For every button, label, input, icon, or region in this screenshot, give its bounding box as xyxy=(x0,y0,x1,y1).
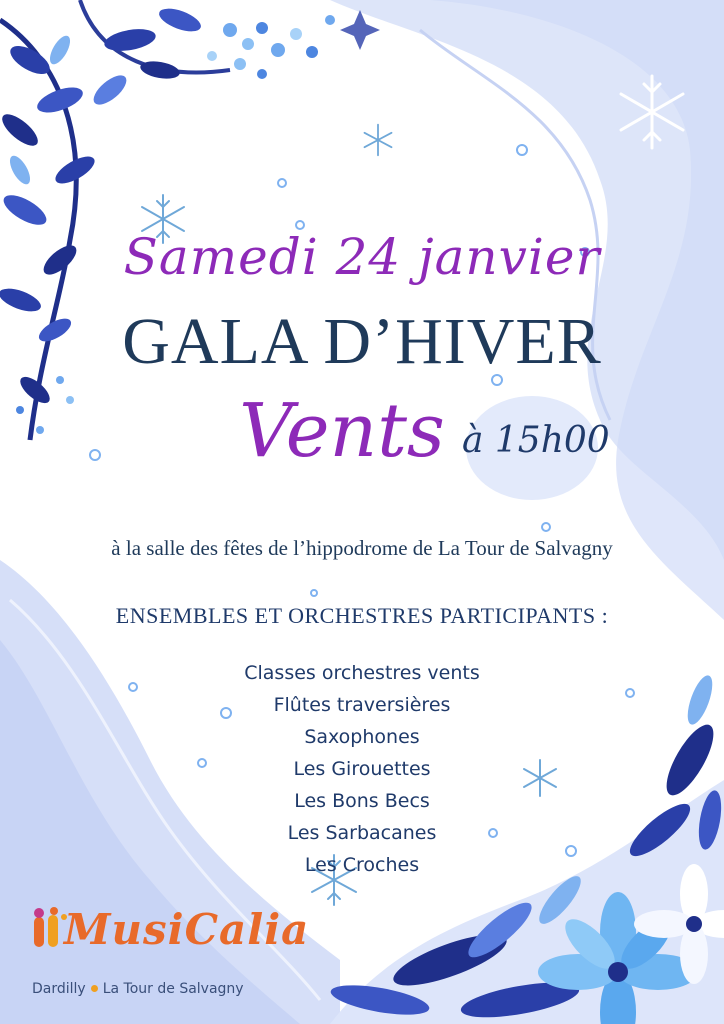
list-item: Saxophones xyxy=(304,726,420,748)
list-item: Les Sarbacanes xyxy=(287,822,437,844)
list-item: Les Croches xyxy=(304,854,420,876)
list-item: Classes orchestres vents xyxy=(244,662,480,684)
event-date: Samedi 24 janvier xyxy=(123,228,601,286)
list-item: Les Bons Becs xyxy=(294,790,430,812)
event-subtitle: Vents xyxy=(239,388,445,474)
snowflake-icon xyxy=(612,72,692,152)
logo-tagline xyxy=(32,981,244,997)
logo-tagline-right: La Tour de Salvagny xyxy=(102,981,244,997)
list-item: Flûtes traversières xyxy=(273,694,451,716)
musicalia-logo xyxy=(24,905,310,1005)
logo-name: MusiCalia xyxy=(64,905,310,954)
snowflake-icon xyxy=(360,122,396,158)
dot-separator xyxy=(91,985,98,992)
event-venue: à la salle des fêtes de l’hippodrome de La Tour de Salvagny xyxy=(111,536,613,560)
event-time: à 15h00 xyxy=(462,420,610,461)
logo-tagline-left: Dardilly xyxy=(32,981,86,997)
event-title: GALA D’HIVER xyxy=(122,305,602,378)
ensembles-list xyxy=(0,657,724,881)
ensembles-heading: ENSEMBLES ET ORCHESTRES PARTICIPANTS : xyxy=(115,603,609,628)
list-item: Les Girouettes xyxy=(293,758,431,780)
